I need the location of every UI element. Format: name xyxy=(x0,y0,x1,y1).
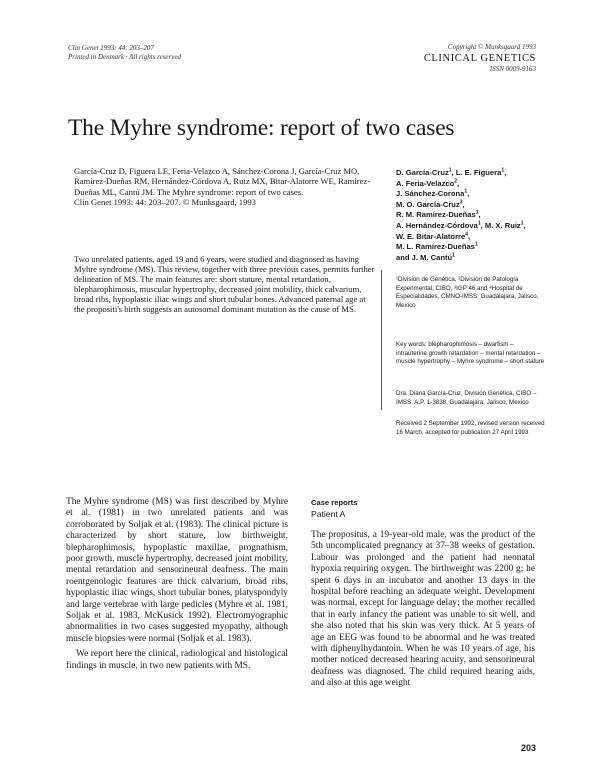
affiliations: ¹División de Genética, ²División de Patología Experimental, CIBO, ³IGP 46 and ⁴Hospital de Especialidades, CMNO-IMSS, Guadalajara, Jalisco, Mexico xyxy=(396,276,539,310)
citation-authors: García-Cruz D, Figuera LE, Feria-Velazco A, Sánchez-Corona J, García-Cruz MO, Ramírez-Dueñas RM, Hernández-Córdova A, Ruiz MX, Bitar-Alatorre WE, Ramírez-Dueñas ML, Cantú JM. The Myhre syndrome: report of two cases. xyxy=(74,166,371,197)
author: D. García-Cruz$^1$, xyxy=(396,167,456,177)
journal-citation-line: Clin Genet 1993: 44: 203–207 xyxy=(68,44,154,52)
author: M. L. Ramírez-Dueñas$^1$ xyxy=(396,241,478,252)
subsection-heading: Patient A xyxy=(311,509,346,519)
article-title: The Myhre syndrome: report of two cases xyxy=(68,115,455,141)
citation-reference: Clin Genet 1993: 44: 203–207. © Munksgaard, 1993 xyxy=(74,196,256,207)
abstract: Two unrelated patients, aged 19 and 6 years, were studied and diagnosed as having Myhre syndrome (MS). This review, together with three previous cases, permits further delineation of MS. The main features are: short stature, mental retardation, blepharophimosis, muscular hypertrophy, decreased joint mobility, thick calvarium, broad ribs, hypoplastic iliac wings and short tubular bones. Advanced paternal age at the propositi's birth suggests an autosomal dominant mutation as the cause of MS. xyxy=(74,254,375,315)
author-list xyxy=(396,168,546,263)
running-header-right xyxy=(424,43,536,74)
author: J. Sánchez-Corona$^1$, xyxy=(396,188,470,199)
body-paragraph: We report here the clinical, radiological and histological findings in muscle, in two new patients with MS. xyxy=(66,649,288,671)
copyright-line: Copyright © Munksgaard 1993 xyxy=(447,43,536,51)
journal-name: CLINICAL GENETICS xyxy=(423,53,536,64)
author: A. Hernández-Córdova$^1$, xyxy=(396,220,485,230)
author: W. E. Bitar-Alatorre$^4$, xyxy=(396,231,471,241)
running-header-left xyxy=(68,44,181,62)
printed-in-line: Printed in Denmark · All rights reserved xyxy=(68,53,181,61)
author: and J. M. Cantú$^1$ xyxy=(396,252,455,262)
body-paragraph: The Myhre syndrome (MS) was first described by Myhre et al. (1981) in two unrelated patients and was corroborated by Soljak et al. (1983). The clinical picture is characterized by short stature, low birthweight, blepharophimosis, hypoplastic maxillae, prognathism, poor growth, muscle hypertrophy, decreased joint mobility, mental retardation and sensorineural deafness. The main roentgenologic features are thick calvarium, broad ribs, hypoplastic iliac wings, short tubular bones, platyspondyly and large vertebrae with large pedicles (Myhre et al. 1981, Soljak et al. 1983, McKusick 1992). Electromyographic abnormalities in two cases suggested myopathy, although muscle biopsies were normal (Soljak et al. 1983). xyxy=(66,497,288,644)
citation-block xyxy=(74,166,374,207)
author: M. X. Ruiz$^1$, xyxy=(484,220,526,230)
body-paragraph: The propositus, a 19-year-old male, was the product of the 5th uncomplicated pregnancy at 37–38 weeks of gestation. Labour was prolonged and the patient had neonatal hypoxia requiring oxygen. The birthweight was 2200 g; he spent 6 days in an incubator and another 13 days in the hospital before reaching an adequate weight. Development was normal, except for language delay; the mother recalled that in early infancy the patient was unable to sit well, and she also noted that his skin was very thick. At 5 years of age an EEG was found to be abnormal and he was treated with diphenylhydantoin. When he was 10 years of age, his mother noticed decreased hearing acuity, and sensorineural deafness was diagnosed. The child required hearing aids, and also at this age weight xyxy=(311,530,535,689)
sidebar-divider xyxy=(381,270,382,410)
author: L. E. Figuera$^1$, xyxy=(455,167,507,177)
body-column-right xyxy=(311,497,535,690)
author: A. Feria-Velazco$^2$, xyxy=(396,178,460,188)
keywords: Key words: blepharophimosis – dwarfism – intrauterine growth retardation – mental retardation – muscle hypertrophy – Myhre syndrome – short stature xyxy=(396,341,545,366)
author: M. O. García-Cruz$^3$, xyxy=(396,199,465,209)
body-column-left xyxy=(66,497,288,672)
correspondence-address: Dra. Diana García-Cruz, División Genética, CIBO – IMSS, A.P. 1-3838, Guadalajara, Jalisco, Mexico xyxy=(396,390,537,406)
section-heading: Case reports xyxy=(311,498,358,507)
page-number: 203 xyxy=(520,743,536,753)
issn-line: ISSN 0009-9163 xyxy=(489,65,536,73)
received-dates: Received 2 September 1992, revised version received 16 March, accepted for publication 27 April 1993 xyxy=(396,420,545,436)
author: R. M. Ramírez-Dueñas$^1$, xyxy=(396,209,481,220)
